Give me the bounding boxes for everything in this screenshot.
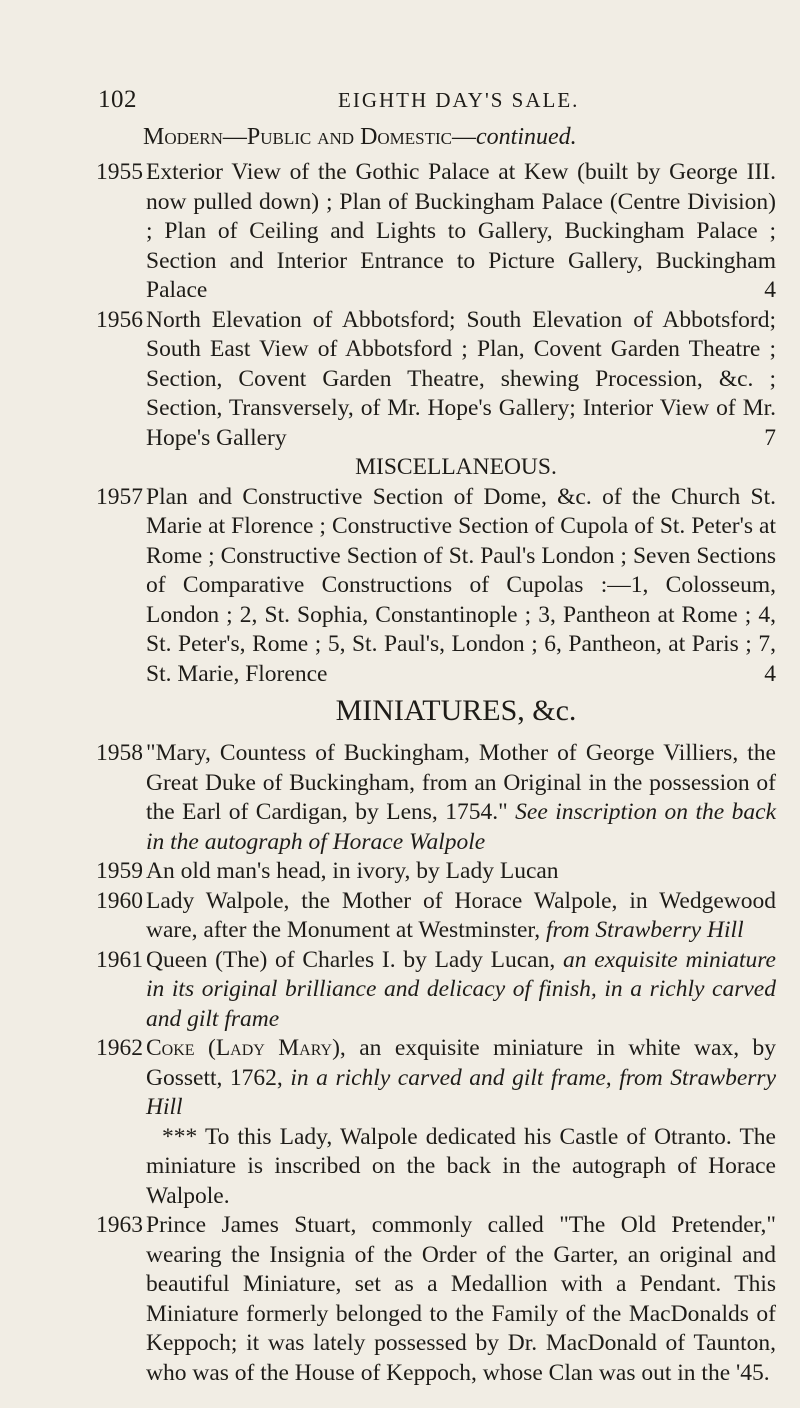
lot-entry (96, 483, 776, 690)
lot-entry (96, 1034, 776, 1123)
subsection-heading: MISCELLANEOUS. (355, 454, 557, 480)
lot-description: An old man's head, in ivory, by Lady Lucan (146, 858, 559, 884)
section-heading-text: Modern—Public and Domestic— (143, 124, 477, 150)
section-heading (143, 124, 783, 151)
lot-description: North Elevation of Abbotsford; South Elevation of Abbotsford; South East View of Abbotsford ; Plan, Covent Garden Theatre ; Section, Covent Garden Theatre, shewing Procession, &c. ; Section, Transversely, of Mr. Hope's Gallery; Interior View of Mr. Hope's Gallery (146, 306, 776, 451)
section-continued: continued. (476, 124, 577, 150)
lot-description: "Mary, Countess of Buckingham, Mother of George Villiers, the Great Duke of Buckingham, from an Original in the possession of the Earl of Cardigan, by Lens, 1754." (146, 740, 776, 825)
lot-footnote: *** To this Lady, Walpole dedicated his Castle of Otranto. The miniature is inscribed on the back in the autograph of Horace Walpole. (146, 1123, 776, 1209)
running-head (98, 86, 778, 112)
lot-entry (96, 306, 776, 454)
lot-list (96, 158, 776, 1388)
lot-note-italic: in a richly carved and gilt frame, from Strawberry Hill (146, 1064, 777, 1120)
lot-description: Exterior View of the Gothic Palace at Kew (built by George III. now pulled down) ; Plan of Buckingham Palace (Centre Division) ; Plan of Ceiling and Lights to Gallery, Buckingham Palace ; Section and Interior Entrance to Picture Gallery, Buckingham Palace (146, 159, 776, 303)
lot-quantity: 4 (764, 277, 776, 303)
lot-entry (96, 857, 776, 887)
lot-description: Queen (The) of Charles I. by Lady Lucan, (146, 946, 556, 973)
lot-entry (96, 739, 776, 857)
lot-entry (96, 158, 776, 306)
lot-number: 1962 (96, 1035, 143, 1061)
lot-quantity: 7 (764, 424, 776, 451)
lot-note-italic: from Strawberry Hill (546, 917, 744, 943)
running-title: EIGHTH DAY'S SALE. (338, 88, 580, 112)
lot-number: 1961 (96, 946, 143, 973)
lot-number: 1959 (96, 858, 143, 884)
subsection-heading: MINIATURES, &c. (335, 694, 577, 727)
lot-description: an exquisite miniature in white wax, by Gossett, 1762, (146, 1035, 777, 1091)
lot-quantity: 4 (764, 660, 776, 687)
lot-subject-name: Coke (Lady Mary), (146, 1035, 346, 1061)
lot-description: Prince James Stuart, commonly called "The Old Pretender," wearing the Insignia of the Order of the Garter, an original and beautiful Miniature, set as a Medallion with a Pendant. This Miniature formerly belonged to the Family of the MacDonalds of Keppoch; it was lately possessed by Dr. MacDonald of Taunton, who was of the House of Keppoch, whose Clan was out in the '45. (146, 1212, 776, 1386)
lot-number: 1955 (96, 159, 143, 185)
lot-description: Lady Walpole, the Mother of Horace Walpole, in Wedgewood ware, after the Monument at Westminster, (146, 887, 776, 943)
lot-number: 1956 (96, 306, 143, 333)
lot-entry (96, 887, 776, 946)
lot-entry (96, 946, 776, 1035)
lot-note-italic: an exquisite miniature in its original brilliance and delicacy of finish, in a richly carved and gilt frame (146, 946, 776, 1032)
lot-number: 1957 (96, 483, 143, 510)
lot-number: 1960 (96, 887, 143, 914)
lot-note-italic: See inscription on the back in the autograph of Horace Walpole (146, 799, 777, 855)
lot-number: 1958 (96, 740, 143, 766)
lot-number: 1963 (96, 1212, 143, 1238)
lot-entry (96, 1211, 776, 1388)
lot-description: Plan and Constructive Section of Dome, &c. of the Church St. Marie at Florence ; Constructive Section of Cupola of St. Peter's at Rome ; Constructive Section of St. Paul's London ; Seven Sections of Comparative Constructions of Cupolas :—1, Colosseum, London ; 2, St. Sophia, Constantinople ; 3, Pantheon at Rome ; 4, St. Peter's, Rome ; 5, St. Paul's, London ; 6, Pantheon, at Paris ; 7, St. Marie, Florence (146, 483, 776, 687)
page-number: 102 (98, 86, 137, 113)
